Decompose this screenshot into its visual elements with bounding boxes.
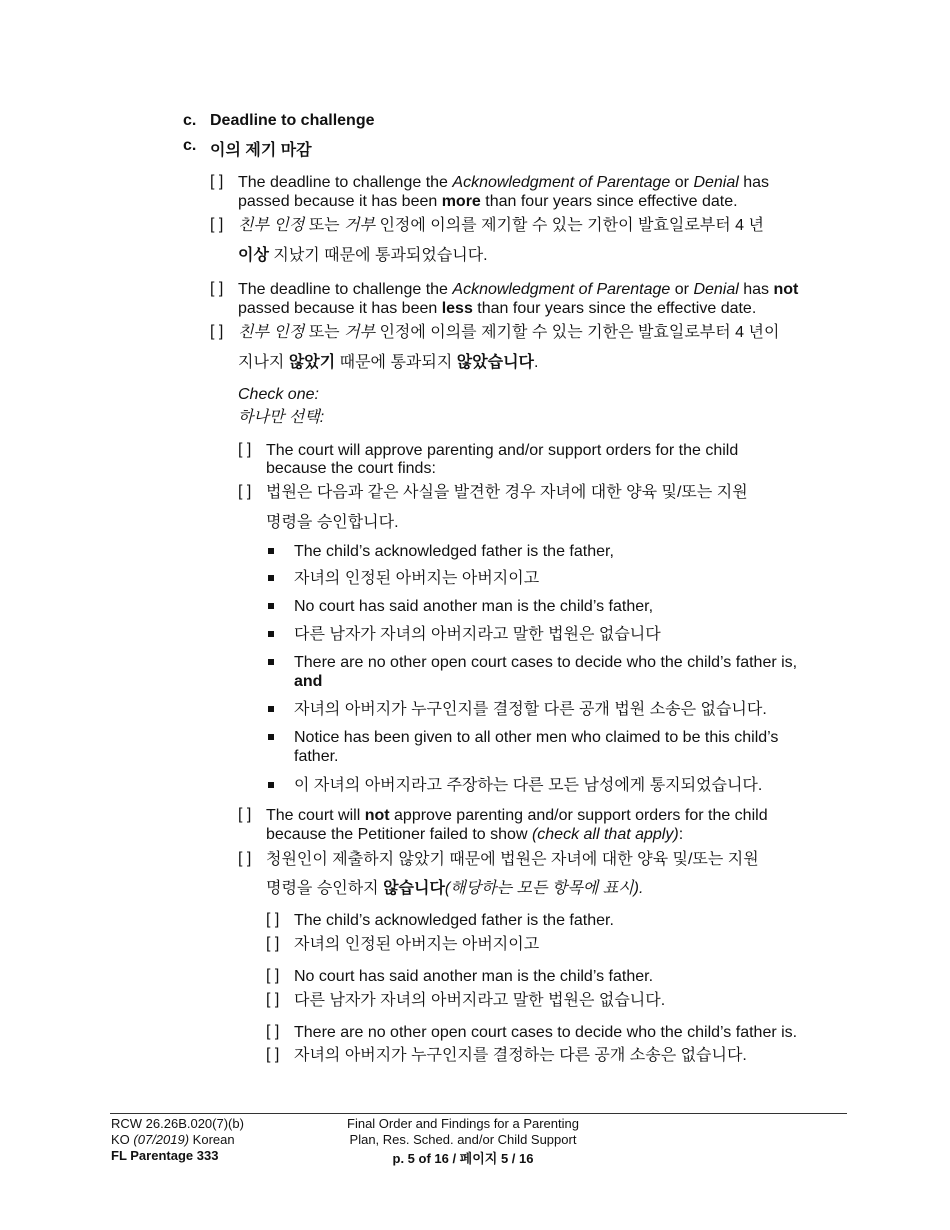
text: not	[364, 807, 390, 824]
text: :	[678, 826, 684, 843]
text: 또는	[304, 324, 345, 341]
text: 거부	[344, 324, 376, 341]
text: Denial	[693, 174, 739, 191]
item-checkbox[interactable]: [ ]	[266, 1046, 280, 1063]
text: because the Petitioner failed to show	[266, 826, 532, 843]
option-less-checkbox[interactable]: [ ]	[210, 280, 224, 297]
text: The deadline to challenge the	[238, 174, 453, 191]
item-text: 자녀의 아버지가 누구인지를 결정하는 다른 공개 소송은 없습니다.	[294, 1047, 747, 1064]
footer-divider	[110, 1113, 847, 1114]
text: less	[441, 300, 473, 317]
text: 이상	[238, 247, 269, 264]
bullet-text: Notice has been given to all other men who claimed to be this child’s	[294, 729, 779, 746]
check-one-ko: 하나만 선택:	[238, 409, 325, 426]
bullet-text: 자녀의 인정된 아버지는 아버지이고	[294, 570, 540, 587]
option-less-ko-line2	[238, 353, 538, 372]
bullet-icon	[268, 548, 274, 554]
bullet-text: 이 자녀의 아버지라고 주장하는 다른 모든 남성에게 통지되었습니다.	[294, 777, 763, 794]
text: has	[738, 174, 770, 191]
option-less-ko-checkbox[interactable]: [ ]	[210, 323, 224, 340]
text: passed because it has been	[238, 193, 442, 210]
text: 친부 인정	[238, 217, 305, 234]
text: Denial	[693, 281, 739, 298]
not-approve-checkbox[interactable]: [ ]	[238, 806, 252, 823]
bullet-text: There are no other open court cases to decide who the child’s father is,	[294, 654, 798, 671]
text: more	[441, 193, 481, 210]
text: The deadline to challenge the	[238, 281, 453, 298]
text: 거부	[344, 217, 376, 234]
text: has	[738, 281, 774, 298]
bullet-icon	[268, 782, 274, 788]
text: .	[638, 880, 644, 897]
section-c-heading-en	[183, 112, 375, 130]
text: 않습니다	[383, 880, 445, 897]
text: approve parenting and/or support orders for the child	[389, 807, 768, 824]
text: passed because it has been	[238, 300, 442, 317]
footer-page-number: p. 5 of 16 / 페이지 5 / 16	[392, 1151, 534, 1166]
item-checkbox[interactable]: [ ]	[266, 967, 280, 984]
bullet-icon	[268, 734, 274, 740]
text: .	[534, 354, 539, 371]
option-more-checkbox[interactable]: [ ]	[210, 173, 224, 190]
text: 인정에 이의를 제기할 수 있는 기한은 발효일로부터 4 년이	[375, 324, 780, 341]
footer-form-title-1: Final Order and Findings for a Parenting	[347, 1116, 579, 1131]
text: not	[773, 281, 799, 298]
item-checkbox[interactable]: [ ]	[266, 1023, 280, 1040]
bullet-text: 자녀의 아버지가 누구인지를 결정할 다른 공개 법원 소송은 없습니다.	[294, 701, 767, 718]
approve-ko-checkbox[interactable]: [ ]	[238, 483, 252, 500]
option-less-en-line2	[238, 299, 756, 318]
text: 명령을 승인하지	[266, 880, 384, 897]
text: or	[670, 174, 694, 191]
option-more-en-line2	[238, 192, 738, 211]
bullet-icon	[268, 631, 274, 637]
bullet-icon	[268, 575, 274, 581]
bullet-text: 다른 남자가 자녀의 아버지라고 말한 법원은 없습니다	[294, 626, 661, 643]
item-text: 자녀의 인정된 아버지는 아버지이고	[294, 936, 540, 953]
bullet-icon	[268, 706, 274, 712]
text: than four years since effective date.	[480, 193, 738, 210]
text: Acknowledgment of Parentage	[452, 174, 671, 191]
check-one-en: Check one:	[238, 386, 319, 403]
text: 인정에 이의를 제기할 수 있는 기한이 발효일로부터 4 년	[375, 217, 764, 234]
item-checkbox[interactable]: [ ]	[266, 911, 280, 928]
bullet-icon	[268, 603, 274, 609]
section-c-title-ko: 이의 제기 마감	[210, 142, 312, 159]
option-more-ko-line2	[238, 246, 488, 265]
text: 또는	[304, 217, 345, 234]
option-less-ko-line1	[238, 323, 779, 342]
not-approve-en-line2	[266, 825, 683, 844]
not-approve-ko-line1: 청원인이 제출하지 않았기 때문에 법원은 자녀에 대한 양육 및/또는 지원	[266, 851, 759, 868]
text: or	[670, 281, 694, 298]
bullet-text: The child’s acknowledged father is the father,	[294, 543, 614, 560]
text: Acknowledgment of Parentage	[452, 281, 671, 298]
text: 지나지	[238, 354, 289, 371]
approve-ko-line1: 법원은 다음과 같은 사실을 발견한 경우 자녀에 대한 양육 및/또는 지원	[266, 484, 748, 501]
approve-checkbox[interactable]: [ ]	[238, 441, 252, 458]
option-less-en-line1	[238, 280, 798, 299]
approve-en-line2: because the court finds:	[266, 460, 436, 477]
item-text: There are no other open court cases to decide who the child’s father is.	[294, 1024, 798, 1041]
option-more-en-line1	[238, 173, 769, 192]
footer-form-version	[111, 1132, 244, 1148]
option-more-ko-checkbox[interactable]: [ ]	[210, 216, 224, 233]
text: (07/2019)	[133, 1132, 190, 1147]
approve-ko-line2: 명령을 승인합니다.	[266, 514, 399, 531]
text: KO	[111, 1132, 134, 1147]
text: The court will	[266, 807, 365, 824]
text: 않았습니다	[456, 354, 535, 371]
text: 때문에 통과되지	[335, 354, 457, 371]
footer-rcw: RCW 26.26B.020(7)(b)	[111, 1116, 244, 1131]
text: (해당하는 모든 항목에 표시)	[444, 880, 639, 897]
section-c-heading-ko	[183, 137, 312, 159]
bullet-icon	[268, 659, 274, 665]
bullet-text: No court has said another man is the child’s father,	[294, 598, 654, 615]
text: 지났기 때문에 통과되었습니다.	[268, 247, 488, 264]
item-checkbox[interactable]: [ ]	[266, 935, 280, 952]
section-c-label-ko: c.	[183, 137, 197, 154]
not-approve-ko-line2	[266, 879, 643, 898]
bullet-text-and: and	[294, 673, 323, 690]
bullet-text-cont: father.	[294, 748, 339, 765]
option-more-ko-line1	[238, 216, 764, 235]
text: Korean	[189, 1132, 235, 1147]
footer-form-title-2: Plan, Res. Sched. and/or Child Support	[349, 1132, 577, 1147]
not-approve-en-line1	[266, 806, 768, 825]
text: than four years since the effective date.	[472, 300, 757, 317]
text: 친부 인정	[238, 324, 305, 341]
item-checkbox[interactable]: [ ]	[266, 991, 280, 1008]
footer-left	[111, 1116, 244, 1164]
footer-center	[300, 1116, 626, 1167]
section-c-title-en: Deadline to challenge	[210, 112, 375, 129]
section-c-label: c.	[183, 112, 197, 129]
not-approve-ko-checkbox[interactable]: [ ]	[238, 850, 252, 867]
item-text: 다른 남자가 자녀의 아버지라고 말한 법원은 없습니다.	[294, 992, 666, 1009]
footer-form-number: FL Parentage 333	[111, 1148, 219, 1163]
text: 않았기	[288, 354, 336, 371]
item-text: The child’s acknowledged father is the father.	[294, 912, 614, 929]
text: (check all that apply)	[531, 826, 679, 843]
approve-en-line1: The court will approve parenting and/or support orders for the child	[266, 442, 739, 459]
item-text: No court has said another man is the child’s father.	[294, 968, 654, 985]
